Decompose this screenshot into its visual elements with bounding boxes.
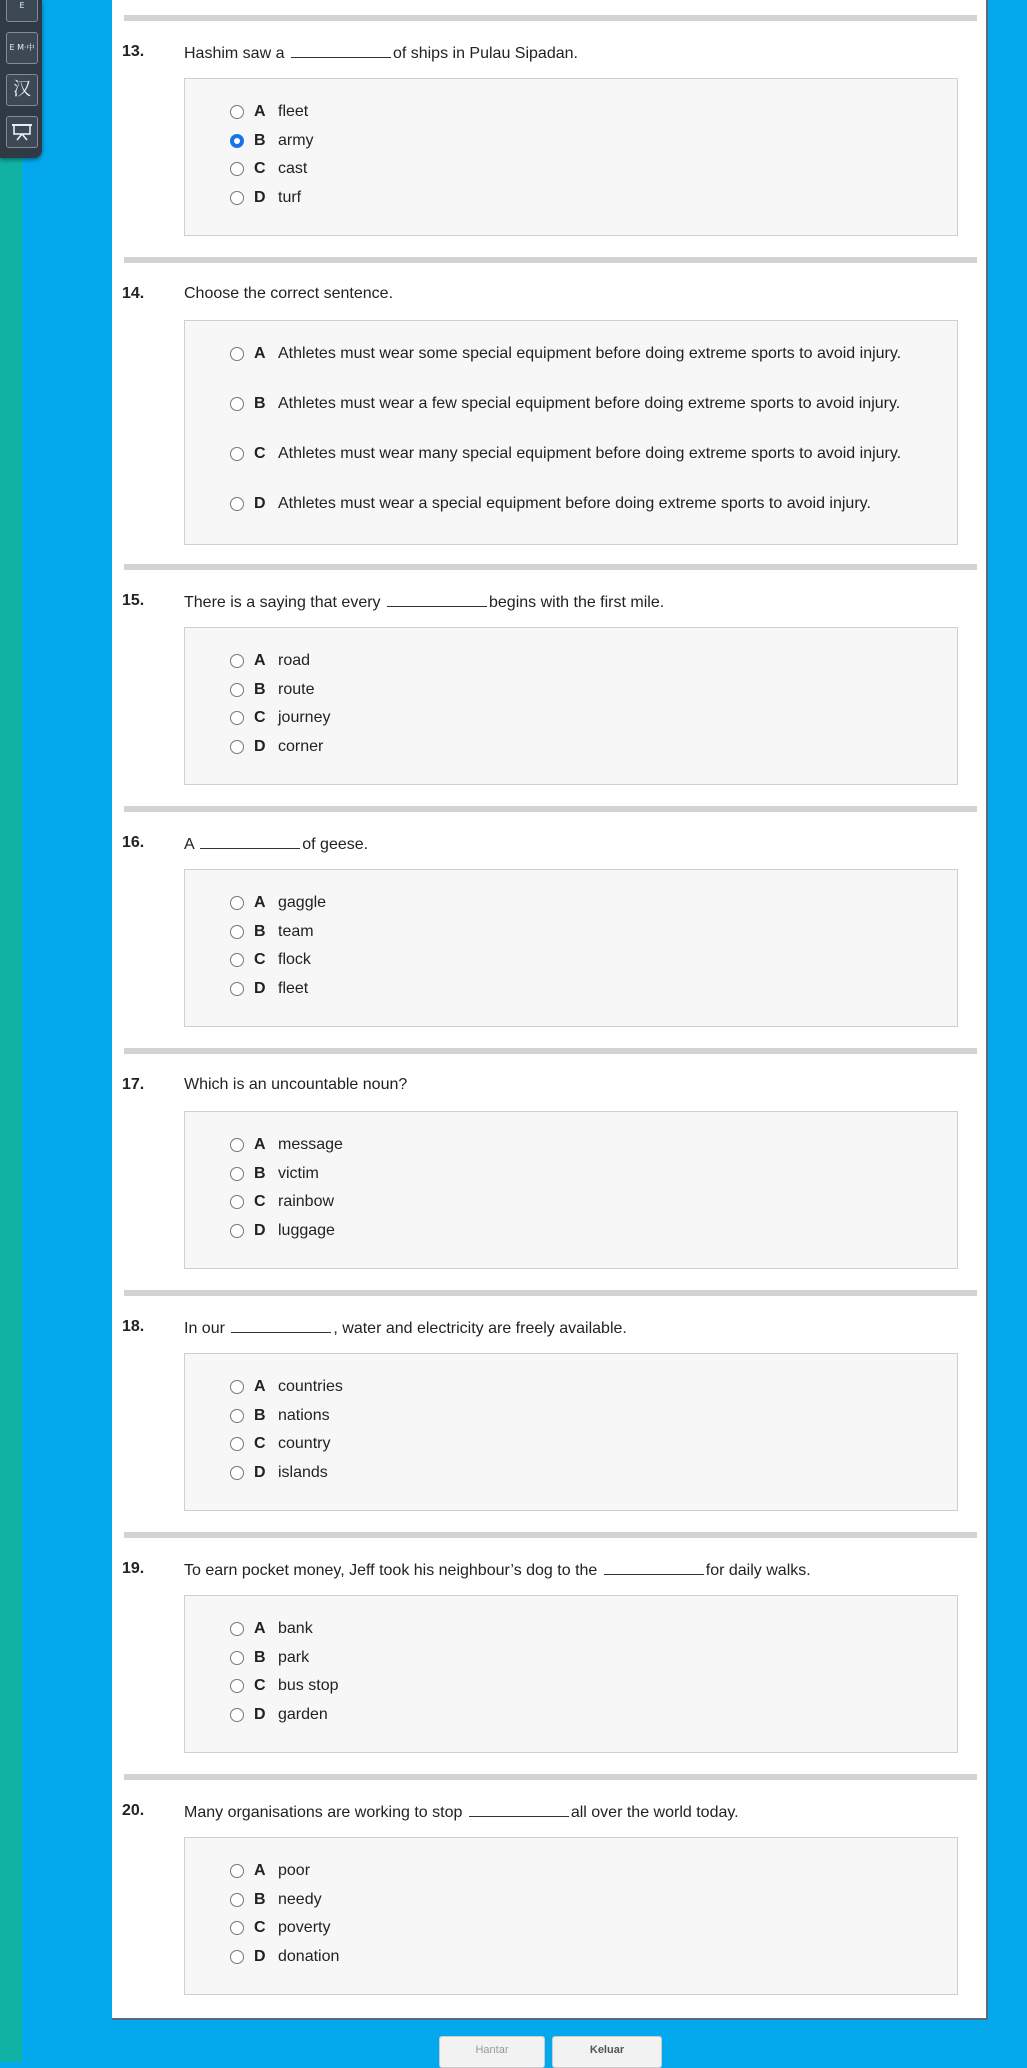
question-text-after: of geese. bbox=[302, 836, 369, 853]
divider bbox=[124, 15, 977, 21]
answer-option[interactable] bbox=[230, 894, 940, 923]
radio-button-icon[interactable] bbox=[230, 397, 244, 411]
answer-option[interactable] bbox=[230, 495, 940, 519]
option-text: fleet bbox=[278, 979, 309, 997]
question-block bbox=[112, 1774, 986, 2016]
answer-option[interactable] bbox=[230, 1222, 940, 1251]
question-text-after: all over the world today. bbox=[570, 1804, 739, 1821]
answer-option[interactable] bbox=[230, 103, 940, 132]
radio-button-icon[interactable] bbox=[230, 497, 244, 511]
option-letter: D bbox=[254, 188, 266, 206]
answer-option[interactable] bbox=[230, 1407, 940, 1436]
option-text: bank bbox=[278, 1620, 313, 1637]
answer-option[interactable] bbox=[230, 709, 940, 738]
divider bbox=[124, 806, 977, 812]
question-block bbox=[112, 15, 986, 257]
answer-option[interactable] bbox=[230, 1165, 940, 1194]
tool-panel bbox=[0, 0, 42, 158]
question-number: 13. bbox=[122, 43, 145, 60]
option-text: army bbox=[278, 131, 314, 149]
divider bbox=[124, 257, 977, 263]
option-text: journey bbox=[278, 709, 331, 726]
translation-dictionary-icon[interactable]: E M·中 bbox=[6, 32, 38, 64]
radio-button-icon[interactable] bbox=[230, 1679, 244, 1693]
option-text: nations bbox=[278, 1406, 330, 1424]
option-letter: D bbox=[254, 1463, 266, 1481]
options-box bbox=[184, 1837, 958, 1995]
option-text: donation bbox=[278, 1947, 340, 1965]
answer-option[interactable] bbox=[230, 1649, 940, 1678]
question-text bbox=[184, 1560, 811, 1580]
question-text bbox=[184, 285, 393, 303]
answer-option[interactable] bbox=[230, 1620, 940, 1649]
question-text-before: In our bbox=[184, 1320, 225, 1337]
radio-button-icon[interactable] bbox=[230, 1380, 244, 1394]
option-text: countries bbox=[278, 1378, 343, 1395]
option-letter: C bbox=[254, 951, 266, 968]
divider bbox=[124, 1532, 977, 1538]
radio-button-icon[interactable] bbox=[230, 1708, 244, 1722]
radio-button-icon[interactable] bbox=[230, 982, 244, 996]
option-letter: B bbox=[254, 131, 266, 149]
option-text: Athletes must wear a few special equipment before doing extreme sports to avoid injury. bbox=[278, 395, 901, 412]
question-number: 14. bbox=[122, 285, 145, 302]
answer-option[interactable] bbox=[230, 681, 940, 710]
question-block bbox=[112, 1290, 986, 1532]
question-block bbox=[112, 257, 986, 512]
question-text-before: Hashim saw a bbox=[184, 45, 285, 62]
option-text: turf bbox=[278, 188, 302, 206]
option-text: park bbox=[278, 1648, 310, 1666]
option-letter: D bbox=[254, 737, 266, 755]
option-text: message bbox=[278, 1136, 343, 1153]
option-text: gaggle bbox=[278, 894, 327, 911]
option-text: poor bbox=[278, 1862, 311, 1879]
option-text: country bbox=[278, 1435, 331, 1452]
answer-option[interactable] bbox=[230, 160, 940, 189]
question-text-after: begins with the first mile. bbox=[489, 594, 665, 611]
answer-blank bbox=[200, 834, 300, 849]
question-text-after: , water and electricity are freely available. bbox=[333, 1320, 627, 1337]
option-text: needy bbox=[278, 1890, 322, 1908]
question-number: 18. bbox=[122, 1318, 145, 1335]
exit-button[interactable]: Keluar bbox=[552, 2036, 662, 2068]
radio-button-icon[interactable] bbox=[230, 134, 244, 148]
option-letter: D bbox=[254, 495, 266, 512]
question-text bbox=[184, 1076, 407, 1094]
option-text: Athletes must wear some special equipment before doing extreme sports to avoid injury. bbox=[278, 345, 902, 362]
radio-button-icon[interactable] bbox=[230, 1622, 244, 1636]
answer-option[interactable] bbox=[230, 395, 940, 445]
option-letter: C bbox=[254, 1919, 266, 1936]
question-text-before: There is a saying that every bbox=[184, 594, 381, 611]
radio-button-icon[interactable] bbox=[230, 953, 244, 967]
side-gap bbox=[22, 0, 57, 2062]
option-text: luggage bbox=[278, 1221, 335, 1239]
option-letter: B bbox=[254, 1406, 266, 1424]
answer-option[interactable] bbox=[230, 1378, 940, 1407]
option-letter: D bbox=[254, 1947, 266, 1965]
question-number: 16. bbox=[122, 834, 145, 851]
option-text: corner bbox=[278, 737, 324, 755]
question-text-before: A bbox=[184, 836, 194, 853]
option-text: Athletes must wear a special equipment before doing extreme sports to avoid injury. bbox=[278, 495, 871, 512]
option-text: Athletes must wear many special equipment before doing extreme sports to avoid injury. bbox=[278, 445, 902, 462]
question-number: 17. bbox=[122, 1076, 145, 1093]
option-letter: B bbox=[254, 395, 266, 412]
option-text: cast bbox=[278, 160, 308, 177]
option-letter: A bbox=[254, 1862, 266, 1879]
option-letter: C bbox=[254, 1677, 266, 1694]
radio-button-icon[interactable] bbox=[230, 683, 244, 697]
radio-button-icon[interactable] bbox=[230, 1864, 244, 1878]
options-box bbox=[184, 1111, 958, 1269]
question-number: 20. bbox=[122, 1802, 145, 1819]
question-text-before: To earn pocket money, Jeff took his neighbour’s dog to the bbox=[184, 1562, 598, 1579]
question-text bbox=[184, 834, 368, 854]
options-box bbox=[184, 78, 958, 236]
option-letter: B bbox=[254, 1164, 266, 1182]
radio-button-icon[interactable] bbox=[230, 711, 244, 725]
divider bbox=[124, 1290, 977, 1296]
option-letter: A bbox=[254, 1620, 266, 1637]
radio-button-icon[interactable] bbox=[230, 1409, 244, 1423]
radio-button-icon[interactable] bbox=[230, 1921, 244, 1935]
options-box bbox=[184, 627, 958, 785]
question-text-before: Which is an uncountable noun? bbox=[184, 1076, 408, 1093]
question-text-before: Choose the correct sentence. bbox=[184, 285, 394, 302]
side-strip bbox=[0, 0, 22, 2062]
option-text: victim bbox=[278, 1164, 319, 1182]
answer-option[interactable] bbox=[230, 1677, 940, 1706]
options-box bbox=[184, 320, 958, 545]
option-text: flock bbox=[278, 951, 311, 968]
option-letter: A bbox=[254, 345, 266, 362]
radio-button-icon[interactable] bbox=[230, 1950, 244, 1964]
divider bbox=[124, 564, 977, 570]
option-letter: D bbox=[254, 979, 266, 997]
options-box bbox=[184, 869, 958, 1027]
option-letter: C bbox=[254, 160, 266, 177]
option-text: team bbox=[278, 922, 314, 940]
option-text: road bbox=[278, 652, 311, 669]
answer-option[interactable] bbox=[230, 1948, 940, 1977]
question-text-after: of ships in Pulau Sipadan. bbox=[392, 45, 578, 62]
answer-option[interactable] bbox=[230, 951, 940, 980]
option-text: rainbow bbox=[278, 1193, 335, 1210]
radio-button-icon[interactable] bbox=[230, 1893, 244, 1907]
chinese-dictionary-icon[interactable]: 汉 bbox=[6, 74, 38, 106]
option-text: fleet bbox=[278, 103, 309, 120]
radio-button-icon[interactable] bbox=[230, 1651, 244, 1665]
question-text bbox=[184, 592, 664, 612]
radio-button-icon[interactable] bbox=[230, 162, 244, 176]
answer-option[interactable] bbox=[230, 1464, 940, 1493]
answer-option[interactable] bbox=[230, 1862, 940, 1891]
answer-option[interactable] bbox=[230, 738, 940, 767]
answer-option[interactable] bbox=[230, 923, 940, 952]
option-letter: B bbox=[254, 1890, 266, 1908]
question-text bbox=[184, 1802, 739, 1822]
option-letter: C bbox=[254, 1193, 266, 1210]
radio-button-icon[interactable] bbox=[230, 654, 244, 668]
option-text: bus stop bbox=[278, 1677, 339, 1694]
radio-button-icon[interactable] bbox=[230, 1224, 244, 1238]
option-letter: A bbox=[254, 1136, 266, 1153]
radio-button-icon[interactable] bbox=[230, 925, 244, 939]
answer-option[interactable] bbox=[230, 189, 940, 218]
answer-option[interactable] bbox=[230, 1136, 940, 1165]
answer-blank bbox=[604, 1560, 704, 1575]
radio-button-icon[interactable] bbox=[230, 447, 244, 461]
question-text-before: Many organisations are working to stop bbox=[184, 1804, 463, 1821]
option-letter: D bbox=[254, 1705, 266, 1723]
answer-blank bbox=[469, 1802, 569, 1817]
answer-blank bbox=[231, 1318, 331, 1333]
options-box bbox=[184, 1595, 958, 1753]
answer-blank bbox=[387, 592, 487, 607]
question-block bbox=[112, 564, 986, 806]
english-dictionary-icon[interactable]: E bbox=[6, 0, 38, 22]
options-box bbox=[184, 1353, 958, 1511]
answer-option[interactable] bbox=[230, 1193, 940, 1222]
answer-option[interactable] bbox=[230, 132, 940, 161]
option-letter: A bbox=[254, 652, 266, 669]
divider bbox=[124, 1774, 977, 1780]
radio-button-icon[interactable] bbox=[230, 740, 244, 754]
radio-button-icon[interactable] bbox=[230, 1466, 244, 1480]
option-letter: B bbox=[254, 1648, 266, 1666]
answer-option[interactable] bbox=[230, 1891, 940, 1920]
radio-button-icon[interactable] bbox=[230, 1138, 244, 1152]
option-letter: B bbox=[254, 922, 266, 940]
option-letter: C bbox=[254, 1435, 266, 1452]
question-text-after: for daily walks. bbox=[705, 1562, 811, 1579]
question-block bbox=[112, 1532, 986, 1774]
question-text bbox=[184, 43, 578, 63]
question-number: 15. bbox=[122, 592, 145, 609]
answer-option[interactable] bbox=[230, 1919, 940, 1948]
radio-button-icon[interactable] bbox=[230, 191, 244, 205]
option-letter: A bbox=[254, 894, 266, 911]
option-letter: D bbox=[254, 1221, 266, 1239]
radio-button-icon[interactable] bbox=[230, 896, 244, 910]
submit-button[interactable]: Hantar bbox=[439, 2036, 545, 2068]
radio-button-icon[interactable] bbox=[230, 1195, 244, 1209]
question-paper bbox=[112, 0, 988, 2020]
answer-option[interactable] bbox=[230, 445, 940, 495]
radio-button-icon[interactable] bbox=[230, 1167, 244, 1181]
answer-option[interactable] bbox=[230, 345, 940, 395]
option-text: islands bbox=[278, 1463, 328, 1481]
option-letter: A bbox=[254, 1378, 266, 1395]
radio-button-icon[interactable] bbox=[230, 347, 244, 361]
option-letter: C bbox=[254, 709, 266, 726]
answer-option[interactable] bbox=[230, 1706, 940, 1735]
presentation-board-icon[interactable] bbox=[6, 116, 38, 148]
divider bbox=[124, 1048, 977, 1054]
answer-option[interactable] bbox=[230, 1435, 940, 1464]
radio-button-icon[interactable] bbox=[230, 1437, 244, 1451]
question-block bbox=[112, 806, 986, 1048]
radio-button-icon[interactable] bbox=[230, 105, 244, 119]
answer-option[interactable] bbox=[230, 980, 940, 1009]
option-text: route bbox=[278, 680, 315, 698]
option-letter: B bbox=[254, 680, 266, 698]
option-letter: C bbox=[254, 445, 266, 462]
question-text bbox=[184, 1318, 627, 1338]
answer-option[interactable] bbox=[230, 652, 940, 681]
question-number: 19. bbox=[122, 1560, 145, 1577]
question-block bbox=[112, 1048, 986, 1290]
option-letter: A bbox=[254, 103, 266, 120]
option-text: garden bbox=[278, 1705, 328, 1723]
option-text: poverty bbox=[278, 1919, 331, 1936]
answer-blank bbox=[291, 43, 391, 58]
